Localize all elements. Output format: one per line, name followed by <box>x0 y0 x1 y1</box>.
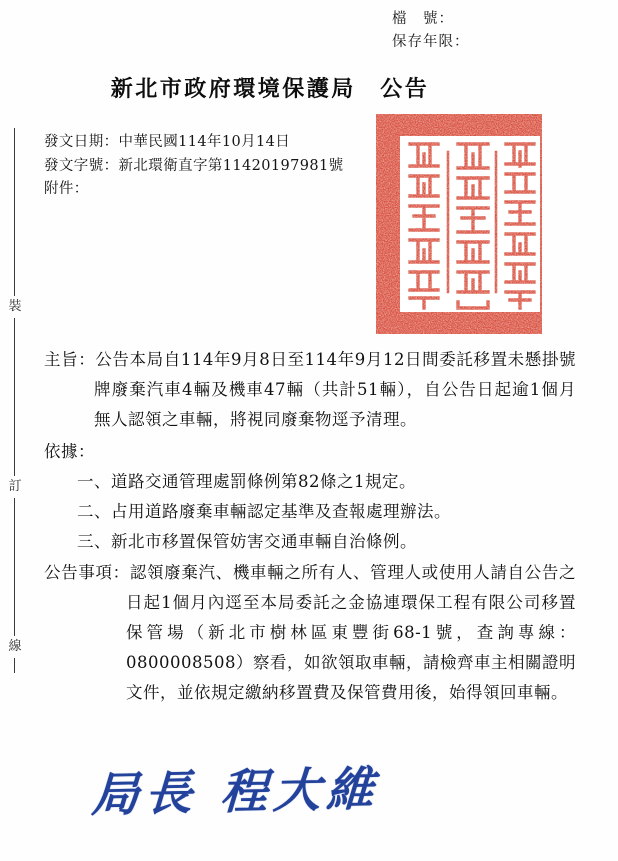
binding-mark-ding: 訂 <box>7 476 23 498</box>
issue-date: 發文日期：中華民國114年10月14日 <box>44 134 291 150</box>
binding-mark-zhuang: 裝 <box>7 296 23 318</box>
issuance-metadata <box>44 131 364 202</box>
director-signature: 局長 程大維 <box>90 761 381 824</box>
header-fields <box>392 8 592 54</box>
attachment-label: 附件： <box>44 181 89 197</box>
binding-margin-line <box>14 128 15 673</box>
notice-paragraph: 公告事項：認領廢棄汽、機車輛之所有人、管理人或使用人請自公告之日起1個月內逕至本局委託之金協連環保工程有限公司移置保管場（新北市樹林區東豐街68-1號，查詢專線：0800008508）察看，如欲領取車輛，請檢齊車主相關證明文件，並依規定繳納移置費及保管費用後，始得領回車輛。 <box>44 563 576 702</box>
document-body <box>44 345 576 708</box>
official-seal-stamp <box>374 112 544 336</box>
basis-label: 依據： <box>44 442 95 461</box>
document-number: 發文字號：新北環衛直字第11420197981號 <box>44 157 344 174</box>
list-item: 二、占用道路廢棄車輛認定基準及查報處理辦法。 <box>77 502 451 521</box>
list-item: 三、新北市移置保管妨害交通車輛自治條例。 <box>77 532 417 551</box>
list-item: 一、道路交通管理處罰條例第82條之1規定。 <box>77 472 416 491</box>
subject-paragraph: 主旨：公告本局自114年9月8日至114年9月12日間委託移置未懸掛號牌廢棄汽車4輛及機車47輛（共計51輛），自公告日起逾1個月無人認領之車輛，將視同廢棄物逕予清理。 <box>44 350 576 429</box>
retention-period-label: 保存年限： <box>392 34 470 50</box>
page-title: 新北市政府環境保護局 公告 <box>110 76 430 102</box>
binding-mark-xian: 線 <box>7 636 23 658</box>
file-number-label: 檔 號： <box>392 11 454 27</box>
